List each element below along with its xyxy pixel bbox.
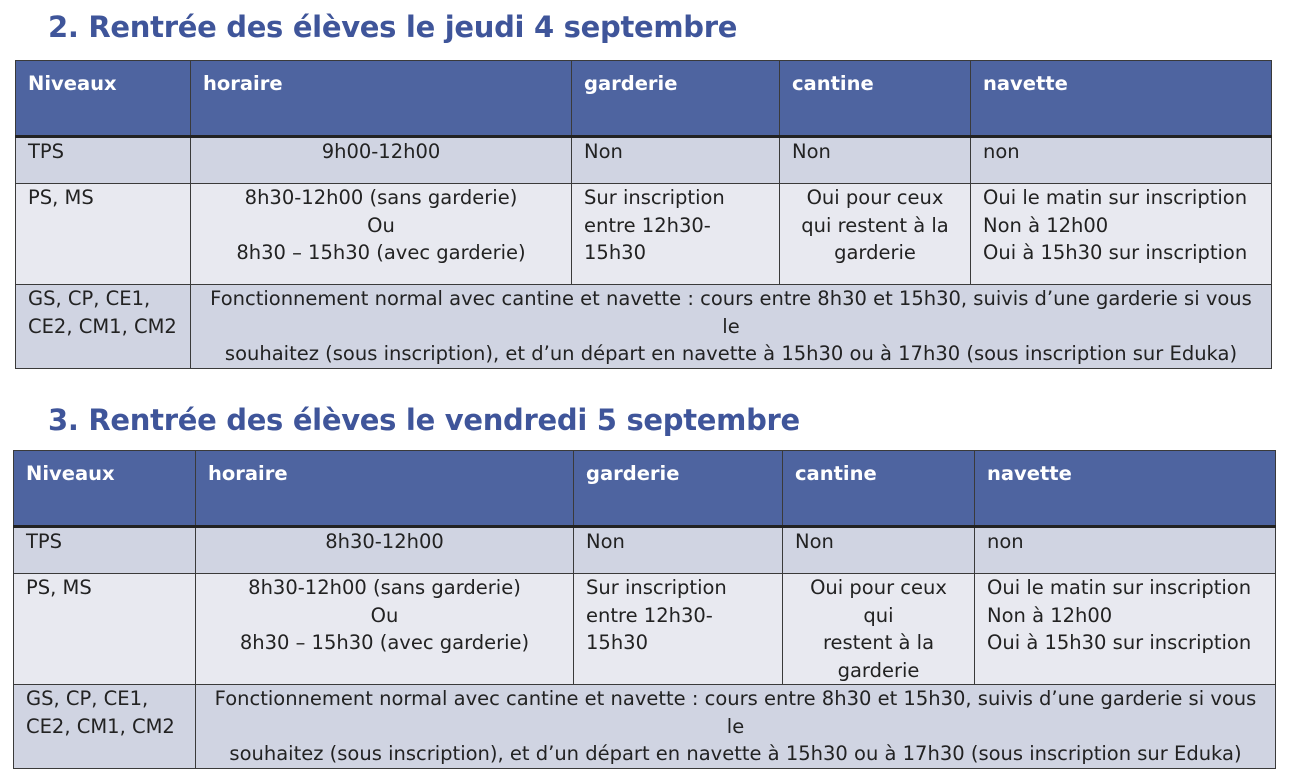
fonctionnement-line: Fonctionnement normal avec cantine et navette : cours entre 8h30 et 15h30, suivis d’une garderie si vous le (210, 287, 1252, 338)
cantine-line: Oui pour ceux (806, 186, 944, 209)
header-cantine: cantine (780, 61, 971, 137)
cell-cantine: Non (783, 527, 975, 574)
fonctionnement-line: Fonctionnement normal avec cantine et navette : cours entre 8h30 et 15h30, suivis d’une garderie si vous le (214, 687, 1257, 738)
table-row-gs-cm2 (14, 685, 1276, 769)
navette-line: Oui à 15h30 sur inscription (983, 241, 1248, 264)
section-title-vendredi: 3. Rentrée des élèves le vendredi 5 septembre (48, 403, 800, 437)
cell-cantine (783, 574, 975, 685)
cell-niveau: PS, MS (14, 574, 196, 685)
cell-horaire (191, 184, 572, 285)
horaire-line: 8h30 – 15h30 (avec garderie) (239, 631, 530, 654)
horaire-line: 8h30-12h00 (sans garderie) (248, 576, 521, 599)
horaire-line: 8h30-12h00 (sans garderie) (244, 186, 518, 209)
cantine-line: qui restent à la (801, 213, 949, 237)
garderie-line: entre 12h30-15h30 (584, 213, 711, 264)
cell-navette (975, 574, 1276, 685)
header-horaire: horaire (191, 61, 572, 137)
header-garderie: garderie (572, 61, 780, 137)
table-row-tps (14, 527, 1276, 574)
cell-navette (971, 184, 1272, 285)
niveau-line: CE2, CM1, CM2 (26, 714, 175, 738)
table-row-ps-ms (16, 184, 1272, 285)
cell-fonctionnement (191, 285, 1272, 369)
cell-garderie: Non (574, 527, 783, 574)
cell-cantine (780, 184, 971, 285)
fonctionnement-line: souhaitez (sous inscription), et d’un départ en navette à 15h30 ou à 17h30 (sous inscription sur Eduka) (229, 742, 1242, 765)
header-horaire: horaire (196, 451, 574, 527)
navette-line: Oui le matin sur inscription (987, 576, 1252, 599)
section-title-jeudi: 2. Rentrée des élèves le jeudi 4 septembre (48, 10, 738, 44)
cell-niveau: TPS (16, 137, 191, 184)
navette-line: Oui à 15h30 sur inscription (987, 631, 1252, 654)
garderie-line: Sur inscription (584, 186, 725, 209)
cell-horaire (196, 574, 574, 685)
horaire-line: Ou (370, 603, 399, 627)
header-row (14, 451, 1276, 527)
table-row-tps (16, 137, 1272, 184)
garderie-line: entre 12h30-15h30 (586, 603, 713, 654)
header-cantine: cantine (783, 451, 975, 527)
cantine-line: garderie (837, 658, 920, 682)
header-garderie: garderie (574, 451, 783, 527)
header-row (16, 61, 1272, 137)
niveau-line: GS, CP, CE1, (26, 687, 149, 710)
fonctionnement-line: souhaitez (sous inscription), et d’un départ en navette à 15h30 ou à 17h30 (sous inscription sur Eduka) (224, 342, 1238, 365)
cell-niveau: TPS (14, 527, 196, 574)
cell-horaire: 9h00-12h00 (191, 137, 572, 184)
schedule-table-vendredi (13, 450, 1276, 769)
cell-navette: non (971, 137, 1272, 184)
cell-garderie: Non (572, 137, 780, 184)
niveau-line: CE2, CM1, CM2 (28, 314, 177, 338)
cantine-line: restent à la (822, 631, 935, 654)
header-niveaux: Niveaux (16, 61, 191, 137)
cell-garderie (574, 574, 783, 685)
table-row-gs-cm2 (16, 285, 1272, 369)
schedule-table-jeudi (15, 60, 1272, 369)
header-navette: navette (971, 61, 1272, 137)
horaire-line: Ou (367, 213, 395, 237)
navette-line: Oui le matin sur inscription (983, 186, 1248, 209)
header-niveaux: Niveaux (14, 451, 196, 527)
cell-navette: non (975, 527, 1276, 574)
horaire-line: 8h30 – 15h30 (avec garderie) (236, 241, 526, 264)
navette-line: Non à 12h00 (987, 603, 1113, 627)
cell-niveau (16, 285, 191, 369)
table-row-ps-ms (14, 574, 1276, 685)
cell-niveau: PS, MS (16, 184, 191, 285)
niveau-line: GS, CP, CE1, (28, 287, 151, 310)
cell-fonctionnement (196, 685, 1276, 769)
cantine-line: Oui pour ceux qui (810, 576, 947, 627)
cell-garderie (572, 184, 780, 285)
header-navette: navette (975, 451, 1276, 527)
navette-line: Non à 12h00 (983, 213, 1109, 237)
cell-horaire: 8h30-12h00 (196, 527, 574, 574)
garderie-line: Sur inscription (586, 576, 727, 599)
cell-niveau (14, 685, 196, 769)
cell-cantine: Non (780, 137, 971, 184)
cantine-line: garderie (834, 241, 916, 264)
